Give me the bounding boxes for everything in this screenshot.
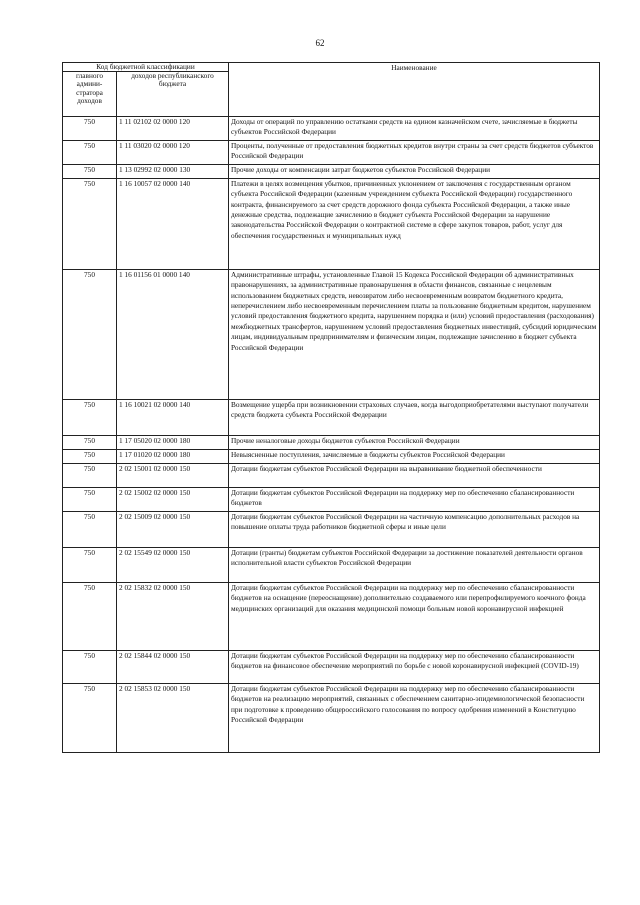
budget-classification-table [62, 62, 600, 753]
admin-code-cell: 750 [63, 179, 117, 270]
income-name-cell: Дотации бюджетам субъектов Российской Федерации на частичную компенсацию дополнительных расходов на повышение оплаты труда работников бюджетной сферы и иные цели [229, 512, 600, 548]
table-row [63, 548, 600, 583]
income-code-cell: 2 02 15549 02 0000 150 [117, 548, 229, 583]
table-row [63, 117, 600, 141]
admin-code-cell: 750 [63, 651, 117, 684]
admin-code-cell: 750 [63, 548, 117, 583]
income-name-cell: Невыясненные поступления, зачисляемые в бюджеты субъектов Российской Федерации [229, 450, 600, 464]
income-name-cell: Прочие неналоговые доходы бюджетов субъектов Российской Федерации [229, 436, 600, 450]
income-name-cell: Дотации бюджетам субъектов Российской Федерации на поддержку мер по обеспечению сбалансированности бюджетов на финансовое обеспечение мероприятий по борьбе с новой коронавирусной инфекцией (COVID-19) [229, 651, 600, 684]
header-group-label: Код бюджетной классификации [63, 63, 229, 72]
income-name-cell: Дотации бюджетам субъектов Российской Федерации на выравнивание бюджетной обеспеченности [229, 464, 600, 488]
income-code-cell: 2 02 15832 02 0000 150 [117, 583, 229, 651]
income-code-cell: 1 17 05020 02 0000 180 [117, 436, 229, 450]
table-row [63, 400, 600, 436]
income-code-cell: 1 16 01156 01 0000 140 [117, 270, 229, 400]
header-name: Наименование [229, 63, 600, 117]
table-row [63, 512, 600, 548]
table-row [63, 165, 600, 179]
admin-code-cell: 750 [63, 512, 117, 548]
income-code-cell: 2 02 15844 02 0000 150 [117, 651, 229, 684]
income-name-cell: Дотации (гранты) бюджетам субъектов Российской Федерации за достижение показателей деятельности органов исполнительной власти субъектов Российской Федерации [229, 548, 600, 583]
table-row [63, 583, 600, 651]
income-name-cell: Возмещение ущерба при возникновении страховых случаев, когда выгодоприобретателями выступают получатели средств бюджета субъекта Российской Федерации [229, 400, 600, 436]
income-code-cell: 1 11 02102 02 0000 120 [117, 117, 229, 141]
admin-code-cell: 750 [63, 464, 117, 488]
header-admin: главного админи-стратора доходов [63, 72, 117, 117]
income-name-cell: Дотации бюджетам субъектов Российской Федерации на поддержку мер по обеспечению сбалансированности бюджетов на оснащение (переоснащение) дополнительно создаваемого или перепрофилируемого коечного фонда медицинских организаций для оказания медицинской помощи больным новой коронавирусной инфекцией [229, 583, 600, 651]
admin-code-cell: 750 [63, 141, 117, 165]
income-code-cell: 1 13 02992 02 0000 130 [117, 165, 229, 179]
table-row [63, 270, 600, 400]
income-name-cell: Платежи в целях возмещения убытков, причиненных уклонением от заключения с государственным органом субъекта Российской Федерации (казенным учреждением субъекта Российской Федерации) государственного контракта, финансируемого за счет средств дорожного фонда субъекта Российской Федерации, а также иные денежные средства, подлежащие зачислению в бюджет субъекта Российской Федерации за нарушение законодательства Российской Федерации о контрактной системе в сфере закупок товаров, работ, услуг для обеспечения государственных и муниципальных нужд [229, 179, 600, 270]
table-row [63, 464, 600, 488]
table-row [63, 436, 600, 450]
table-row [63, 179, 600, 270]
income-code-cell: 2 02 15001 02 0000 150 [117, 464, 229, 488]
income-code-cell: 1 16 10021 02 0000 140 [117, 400, 229, 436]
admin-code-cell: 750 [63, 270, 117, 400]
income-code-cell: 1 17 01020 02 0000 180 [117, 450, 229, 464]
header-income-code: доходов республиканского бюджета [117, 72, 229, 117]
admin-code-cell: 750 [63, 583, 117, 651]
page-number: 62 [315, 38, 325, 48]
income-name-cell: Дотации бюджетам субъектов Российской Федерации на поддержку мер по обеспечению сбалансированности бюджетов [229, 488, 600, 512]
income-name-cell: Доходы от операций по управлению остатками средств на едином казначейском счете, зачисляемые в бюджеты субъектов Российской Федерации [229, 117, 600, 141]
income-code-cell: 1 16 10057 02 0000 140 [117, 179, 229, 270]
income-code-cell: 2 02 15009 02 0000 150 [117, 512, 229, 548]
admin-code-cell: 750 [63, 450, 117, 464]
admin-code-cell: 750 [63, 165, 117, 179]
income-name-cell: Прочие доходы от компенсации затрат бюджетов субъектов Российской Федерации [229, 165, 600, 179]
income-name-cell: Проценты, полученные от предоставления бюджетных кредитов внутри страны за счет средств бюджетов субъектов Российской Федерации [229, 141, 600, 165]
admin-code-cell: 750 [63, 400, 117, 436]
admin-code-cell: 750 [63, 488, 117, 512]
income-code-cell: 1 11 03020 02 0000 120 [117, 141, 229, 165]
income-code-cell: 2 02 15853 02 0000 150 [117, 684, 229, 753]
admin-code-cell: 750 [63, 684, 117, 753]
income-code-cell: 2 02 15002 02 0000 150 [117, 488, 229, 512]
table-row [63, 141, 600, 165]
table-row [63, 450, 600, 464]
admin-code-cell: 750 [63, 117, 117, 141]
income-name-cell: Дотации бюджетам субъектов Российской Федерации на поддержку мер по обеспечению сбалансированности бюджетов на реализацию мероприятий, связанных с обеспечением санитарно-эпидемиологической безопасности при подготовке к проведению общероссийского голосования по вопросу одобрения изменений в Конституцию Российской Федерации [229, 684, 600, 753]
table-row [63, 651, 600, 684]
table-row [63, 488, 600, 512]
income-name-cell: Административные штрафы, установленные Главой 15 Кодекса Российской Федерации об административных правонарушениях, за административные правонарушения в области финансов, связанные с нецелевым использованием бюджетных средств, невозвратом либо несвоевременным возвратом бюджетного кредита, неперечислением либо несвоевременным перечислением платы за пользование бюджетным кредитом, нарушением условий предоставления бюджетного кредита, нарушением порядка и (или) условий предоставления (расходования) межбюджетных трансфертов, нарушением условий предоставления бюджетных инвестиций, субсидий юридическим лицам, индивидуальным предпринимателям и физическим лицам, подлежащие зачислению в бюджет субъекта Российской Федерации [229, 270, 600, 400]
admin-code-cell: 750 [63, 436, 117, 450]
table-row [63, 684, 600, 753]
